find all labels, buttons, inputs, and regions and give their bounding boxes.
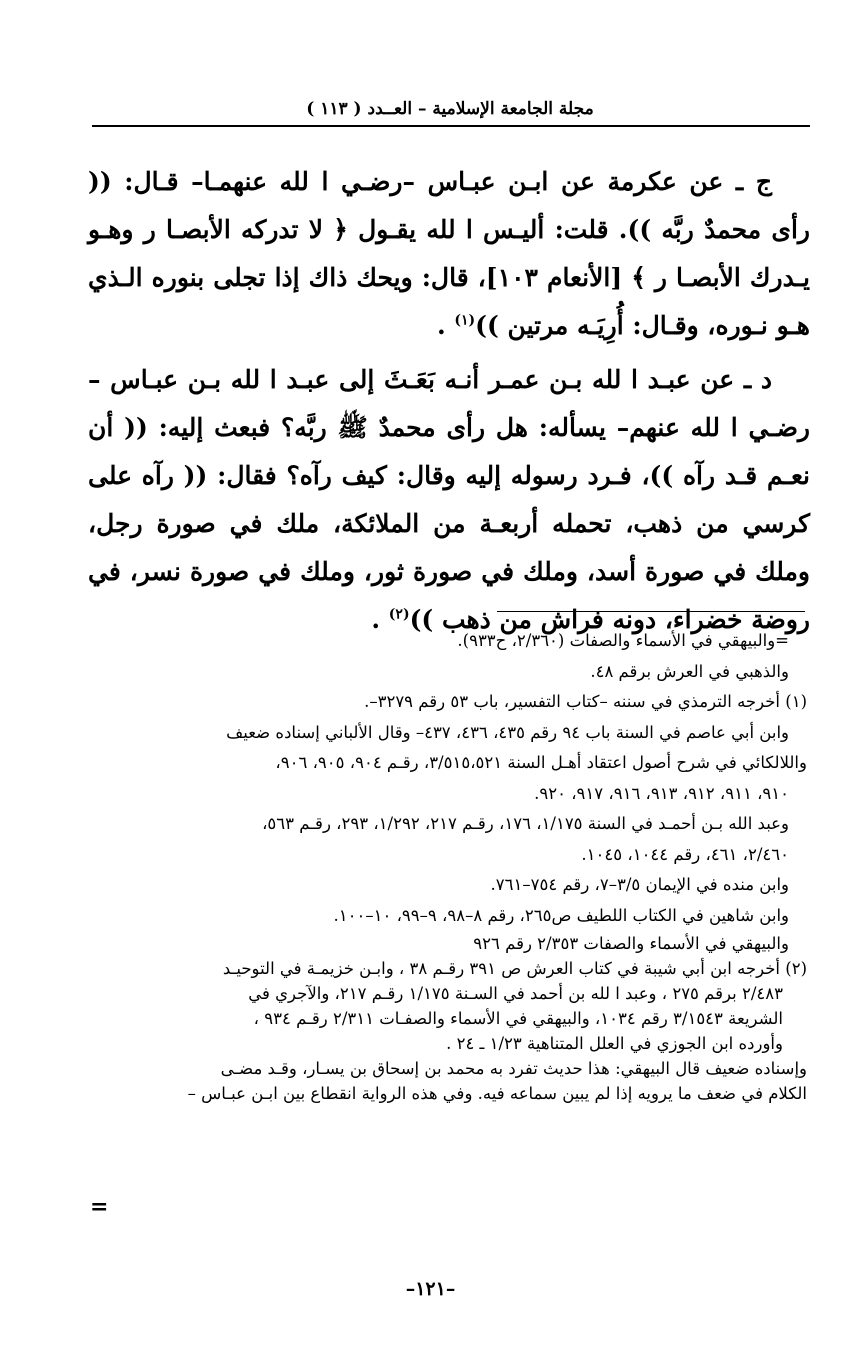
continuation-mark: = xyxy=(90,1194,109,1220)
header-divider xyxy=(92,125,810,127)
page-number: –١٢١– xyxy=(405,1278,456,1300)
paragraph-text: د ـ عن عبـد ا لله بـن عمـر أنـه بَعَـثَ إلى عبـد ا لله بـن عبـاس –رضـي ا لله عنهم– يسأله: هل رأى محمدٌ ﷺ ربَّه؟ فبعث إليه: (( أن نعـم قـد رآه ))، فـرد رسوله إليه وقال: كيف رآه؟ فقال: (( رآه على كرسي من ذهب، تحمله أربعـة من الملائكة، ملك في صورة رجل، وملك في صورة أسد، وملك في صورة ثور، وملك في صورة نسر، في روضة خضراء، دونه فراش من ذهب )) xyxy=(88,365,810,634)
footnote-ref-2: (٢) xyxy=(388,606,410,623)
footnote-line: الكلام في ضعف ما يرويه إذا لم يبين سماعه فيه. وفي هذه الرواية انقطاع بين ابـن عبـاس – xyxy=(187,1084,807,1103)
footnote-line: والذهبي في العرش برقم ٤٨. xyxy=(590,661,789,681)
footnote-line: والبيهقي في الأسماء والصفات ٢/٣٥٣ رقم ٩٢٦ xyxy=(473,934,789,953)
footnote-line: ٢/٤٦٠، ٤٦١، رقم ١٠٤٤، ١٠٤٥. xyxy=(581,844,789,864)
footnote-divider xyxy=(497,611,805,612)
paragraph-jim: ج ـ عن عكرمة عن ابـن عبـاس –رضـي ا لله عنهمـا– قـال: (( رأى محمدٌ ربَّه )). قلت: أليـس ا لله يقـول ﴿ لا تدركه الأبصـا ر وهـو يـدرك الأبصـا ر ﴾ [الأنعام ١٠٣]، قال: ويحك ذاك إذا تجلى بنوره الـذي هـو نـوره، وقـال: أُرِيَـه مرتين ))$^{(١)}$ . xyxy=(88,167,810,340)
footnotes xyxy=(95,626,807,1106)
footnote-line: (١) أخرجه الترمذي في سننه –كتاب التفسير، باب ٥٣ رقم ٣٢٧٩–. xyxy=(364,692,807,711)
footnote-line: وإسناده ضعيف قال البيهقي: هذا حديث تفرد به محمد بن إسحاق بن يسـار، وقـد مضـى xyxy=(220,1059,807,1078)
journal-header: مجلة الجامعة الإسلامية – العــدد ( ١١٣ ) xyxy=(306,99,594,119)
footnote-ref-1: (١) xyxy=(454,312,476,329)
main-text xyxy=(88,158,810,650)
footnote-line: وعبد الله بـن أحمـد في السنة ١/١٧٥، ١٧٦، رقـم ٢١٧، ١/٢٩٢، ٢٩٣، رقـم ٥٦٣، xyxy=(262,814,789,833)
footnote-line: ٩١٠، ٩١١، ٩١٢، ٩١٣، ٩١٦، ٩١٧، ٩٢٠. xyxy=(534,783,789,803)
footnote-line: وابن شاهين في الكتاب اللطيف ص٢٦٥، رقم ٨–٩٨، ٩–٩٩، ١٠–١٠٠. xyxy=(333,905,789,925)
footnote-line: =والبيهقي في الأسماء والصفات (٢/٣٦٠، ح٩٣٣). xyxy=(457,631,789,650)
footnote-line: وابن منده في الإيمان ٣/٥–٧، رقم ٧٥٤–٧٦١. xyxy=(490,875,789,894)
footnote-line: وابن أبي عاصم في السنة باب ٩٤ رقم ٤٣٥، ٤٣٦، ٤٣٧– وقال الألباني إسناده ضعيف xyxy=(226,722,789,742)
footnote-line: واللالكائي في شرح أصول اعتقاد أهـل السنة ٣/٥١٥،٥٢١، رقـم ٩٠٤، ٩٠٥، ٩٠٦، xyxy=(275,753,807,772)
footnote-line: (٢) أخرجه ابن أبي شيبة في كتاب العرش ص ٣٩١ رقـم ٣٨ ، وابـن خزيمـة في التوحيـد xyxy=(222,959,807,978)
paragraph-text: ج ـ عن عكرمة عن ابـن عبـاس –رضـي ا لله عنهمـا– قـال: (( رأى محمدٌ ربَّه )). قلت: أليـس ا لله يقـول ﴿ لا تدركه الأبصـا ر وهـو يـدرك الأبصـا ر ﴾ [الأنعام ١٠٣]، قال: ويحك ذاك إذا تجلى بنوره الـذي هـو نـوره، وقـال: أُرِيَـه مرتين )) xyxy=(88,167,810,340)
footnote-line: وأورده ابن الجوزي في العلل المتناهية ١/٢٣ ـ ٢٤ . xyxy=(446,1034,783,1053)
footnote-line: ٢/٤٨٣ برقم ٢٧٥ ، وعبد ا لله بن أحمد في السـنة ١/١٧٥ رقـم ٢١٧، والآجري في xyxy=(248,984,783,1003)
footnote-line: الشريعة ٣/١٥٤٣ رقم ١٠٣٤، والبيهقي في الأسماء والصفـات ٢/٣١١ رقـم ٩٣٤ ، xyxy=(253,1009,783,1028)
paragraph-dal: د ـ عن عبـد ا لله بـن عمـر أنـه بَعَـثَ إلى عبـد ا لله بـن عبـاس –رضـي ا لله عنهم– يسأله: هل رأى محمدٌ ﷺ ربَّه؟ فبعث إليه: (( أن نعـم قـد رآه ))، فـرد رسوله إليه وقال: كيف رآه؟ فقال: (( رآه على كرسي من ذهب، تحمله أربعـة من الملائكة، ملك في صورة رجل، وملك في صورة أسد، وملك في صورة ثور، وملك في صورة نسر، في روضة خضراء، دونه فراش من ذهب ))$^{(٢)}$ . xyxy=(88,365,810,634)
